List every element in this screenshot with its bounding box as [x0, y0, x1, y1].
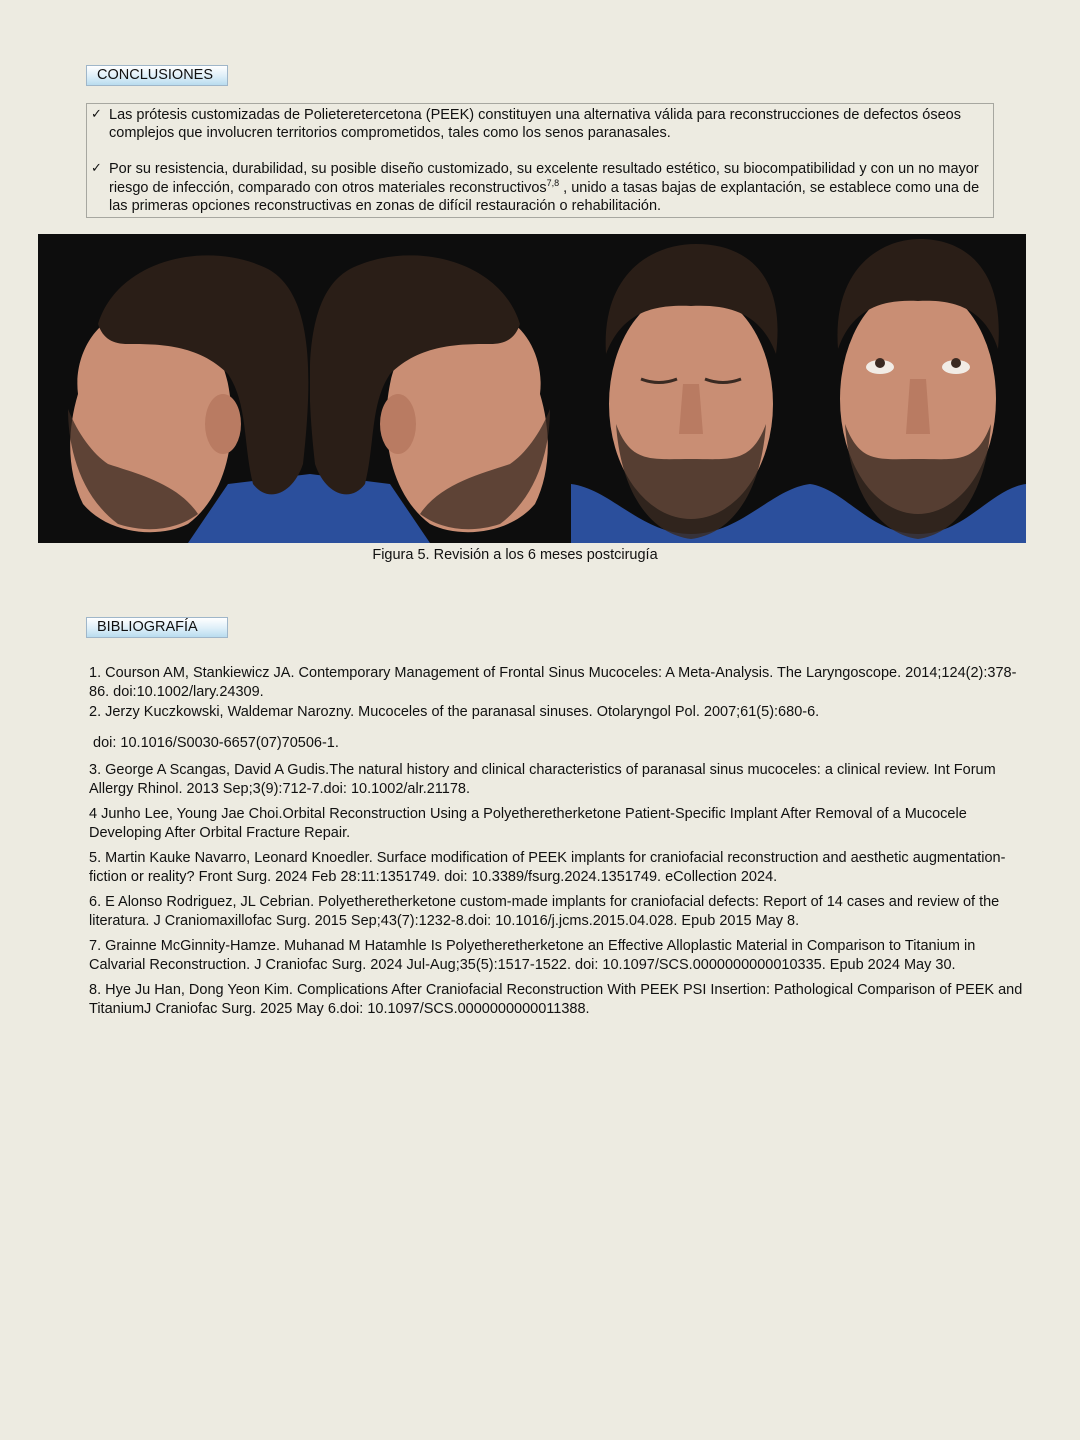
- reference-item: 1. Courson AM, Stankiewicz JA. Contemporary Management of Frontal Sinus Mucoceles: A Meta-Analysis. The Laryngoscope. 2014;124(2):378-86. doi:10.1002/lary.24309.: [89, 665, 1017, 700]
- conclusion-item: [91, 106, 983, 142]
- conclusions-heading: CONCLUSIONES: [86, 65, 228, 86]
- reference-item: 4 Junho Lee, Young Jae Choi.Orbital Reconstruction Using a Polyetheretherketone Patient-Specific Implant After Removal of a Mucocele Developing After Orbital Fracture Repair.: [89, 806, 967, 841]
- patient-photo-strip: [38, 234, 1026, 543]
- reference-list: [89, 664, 1029, 1025]
- conclusion-text-continued: , unido a tasas bajas de explantación, se establece como una de las primeras opciones reconstructivas en zonas de difícil restauración o rehabilitación.: [109, 179, 980, 214]
- reference-item: 3. George A Scangas, David A Gudis.The natural history and clinical characteristics of paranasal sinus mucoceles: a clinical review. Int Forum Allergy Rhinol. 2013 Sep;3(9):712-7.doi: 10.1002/alr.21178.: [89, 762, 996, 797]
- conclusions-box: [86, 103, 994, 218]
- conclusion-item: [91, 160, 983, 215]
- reference-item: 2. Jerzy Kuczkowski, Waldemar Narozny. Mucoceles of the paranasal sinuses. Otolaryngol Pol. 2007;61(5):680-6.: [89, 704, 820, 720]
- figure-caption: Figura 5. Revisión a los 6 meses postcirugía: [372, 547, 658, 563]
- check-mark-icon: ✓: [91, 107, 102, 122]
- reference-item: 7. Grainne McGinnity-Hamze. Muhanad M Hatamhle Is Polyetheretherketone an Effective Alloplastic Material in Comparison to Titanium in Calvarial Reconstruction. J Craniofac Surg. 2024 Jul-Aug;35(5):1517-1522. doi: 10.1097/SCS.0000000000010335. Epub 2024 May 30.: [89, 938, 976, 973]
- conclusion-text: Las prótesis customizadas de Polieteretercetona (PEEK) constituyen una alternativa válida para reconstrucciones de defectos óseos complejos que involucren territorios comprometidos, tales como los senos paranasales.: [109, 107, 961, 142]
- bibliography-heading: BIBLIOGRAFÍA: [86, 617, 228, 638]
- patient-photo-frontal-eyes-closed: [571, 234, 810, 543]
- patient-photo-frontal-looking-up: [810, 234, 1026, 543]
- reference-item: 6. E Alonso Rodriguez, JL Cebrian. Polyetheretherketone custom-made implants for craniofacial defects: Report of 14 cases and review of the literatura. J Craniomaxillofac Surg. 2015 Sep;43(7):1232-8.doi: 10.1016/j.jcms.2015.04.028. Epub 2015 May 8.: [89, 894, 1000, 929]
- patient-photo-right-profile: [310, 234, 571, 543]
- citation-superscript: 7,8: [546, 177, 560, 188]
- patient-photo-left-profile: [38, 234, 310, 543]
- reference-item: 8. Hye Ju Han, Dong Yeon Kim. Complications After Craniofacial Reconstruction With PEEK PSI Insertion: Pathological Comparison of PEEK and TitaniumJ Craniofac Surg. 2025 May 6.doi: 10.1097/SCS.0000000000011388.: [89, 982, 1023, 1017]
- reference-item: 5. Martin Kauke Navarro, Leonard Knoedler. Surface modification of PEEK implants for craniofacial reconstruction and aesthetic augmentation-fiction or reality? Front Surg. 2024 Feb 28:11:1351749. doi: 10.3389/fsurg.2024.1351749. eCollection 2024.: [89, 850, 1006, 885]
- conclusion-text: Por su resistencia, durabilidad, su posible diseño customizado, su excelente resultado estético, su biocompatibilidad y con un no mayor riesgo de infección, comparado con otros materiales reconstructivos: [109, 161, 979, 196]
- reference-item: doi: 10.1016/S0030-6657(07)70506-1.: [93, 734, 339, 751]
- check-mark-icon: ✓: [91, 161, 102, 177]
